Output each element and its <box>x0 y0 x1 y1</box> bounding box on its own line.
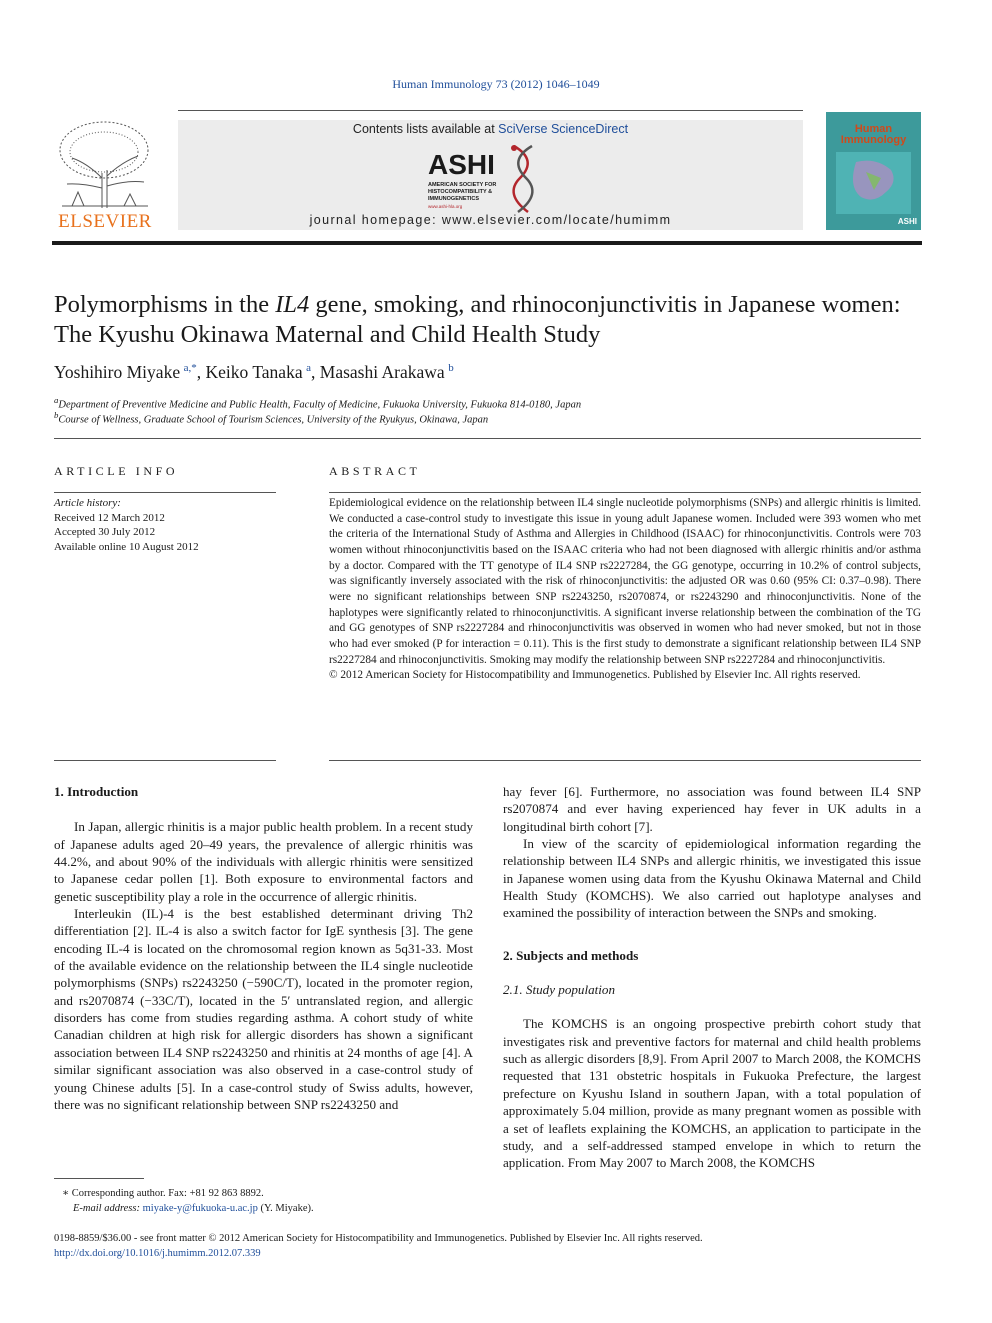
abstract-body <box>329 496 921 684</box>
body-column-2 <box>503 783 921 1172</box>
article-title: Polymorphisms in the IL4 gene, smoking, and rhinoconjunctivitis in Japanese women: The Kyushu Okinawa Maternal and Child Health Study <box>54 291 901 348</box>
affiliation-rule <box>54 438 921 439</box>
abstract-heading: ABSTRACT <box>329 464 421 478</box>
section-2-1-heading: 2.1. Study population <box>503 982 616 998</box>
article-info-bottom-rule <box>54 760 276 761</box>
header-rule <box>178 110 803 111</box>
svg-text:HISTOCOMPATIBILITY &: HISTOCOMPATIBILITY & <box>428 189 493 195</box>
col2-paragraph-0: hay fever [6]. Furthermore, no association was found between IL4 SNP rs2070874 and ever having experienced hay fever in UK adults in a longitudinal birth cohort [7]. <box>503 784 921 834</box>
received-date: Received 12 March 2012 <box>54 511 165 524</box>
history-label: Article history: <box>54 497 121 509</box>
body-column-1 <box>54 783 473 1113</box>
section-1-heading: 1. Introduction <box>54 784 139 799</box>
corresponding-footnote: ∗ Corresponding author. Fax: +81 92 863 8892. E-mail address: miyake-y@fukuoka-u.ac.jp (Y. Miyake). <box>62 1188 314 1214</box>
ashi-url: www.ashi-hla.org <box>428 204 463 209</box>
article-info-heading: ARTICLE INFO <box>54 464 179 478</box>
abstract-bottom-rule <box>329 760 921 761</box>
cover-title-line2: Immunology <box>840 134 907 146</box>
author-list: Yoshihiro Miyake $^{a,*}$, Keiko Tanaka $^a$, Masashi Arakawa $^b$ <box>54 362 454 382</box>
elsevier-wordmark: ELSEVIER <box>58 211 152 232</box>
abstract-text: Epidemiological evidence on the relationship between IL4 single nucleotide polymorphisms (SNPs) and allergic rhinitis is limited. We conducted a case-control study to investigate this issue in young adult Japanese women. Included were 393 women who met the criteria of the International Study of Asthma and Allergies in Childhood (ISAAC) for rhinoconjunctivitis. Controls were 703 women without rhinoconjunctivitis based on the ISAAC criteria who had not been diagnosed with allergic rhinitis and/or asthma by a doctor. Compared with the TT genotype of IL4 SNP rs2227284, the GG genotype, occurring in 10.2% of control subjects, was significantly inversely associated with the risk of rhinoconjunctivitis: the adjusted OR was 0.60 (95% CI: 0.37–0.98). There were no significant relationships between SNP rs2243250, rs2070874, or rs2243290 and rhinoconjunctivitis. None of the haplotypes were significantly related to rhinoconjunctivitis. A significant inverse relationship between the combination of the TG and GG genotypes of SNP rs2227284 and rhinoconjunctivitis was observed in women who had never smoked, but not in those who had ever smoked (P for interaction = 0.11). This is the first study to demonstrate a significant relationship between IL4 SNP rs2227284 and rhinoconjunctivitis. Smoking may modify the relationship between SNP rs2227284 and rhinoconjunctivitis. <box>329 497 921 666</box>
author-affil-sup[interactable]: b <box>448 362 454 375</box>
study-population-paragraph: The KOMCHS is an ongoing prospective prebirth cohort study that investigates risk and preventive factors for maternal and child health problems such as allergic disorders [8,9]. From April 2007 to March 2008, the KOMCHS requested that 131 obstetric hospitals in Fukuoka Prefecture, the largest prefecture on Kyushu Island in southern Japan, with a total population of approximately 5.04 million, provide as many pregnant women as possible with a set of leaflets explaining the KOMCHS, an application to participate in the study, and a self-addressed stamped envelope in which to return the application. From May 2007 to March 2008, the KOMCHS <box>503 1016 921 1171</box>
issn-line: 0198-8859/$36.00 - see front matter © 2012 American Society for Histocompatibility and Immunogenetics. Published by Elsevier Inc. All rights reserved. <box>54 1233 703 1244</box>
journal-reference[interactable]: Human Immunology 73 (2012) 1046–1049 <box>392 77 600 91</box>
svg-text:IMMUNOGENETICS: IMMUNOGENETICS <box>428 196 480 202</box>
article-history <box>54 496 199 554</box>
section-2-heading: 2. Subjects and methods <box>503 947 639 963</box>
online-date: Available online 10 August 2012 <box>54 540 199 553</box>
journal-banner <box>178 120 803 230</box>
article-info-rule <box>54 492 276 493</box>
intro-paragraph-2: Interleukin (IL)-4 is the best established determinant driving Th2 differentiation [2]. IL-4 is also a switch factor for IgE synthesis [3]. The gene encoding IL-4 is located on the chromosomal region known as 5q31-33. Most of the available evidence on the relationship between the IL4 single nucleotide polymorphisms (SNPs) rs2243250 (−590C/T), located in the promoter region, and rs2070874 (−33C/T), located in the 5′ untranslated region, and allergic disorders has come from studies regarding asthma. A cohort study of white Canadian children at high risk for allergic disorders has shown a significant association between IL4 SNP rs2243250 and rhinitis at 24 months of age [4]. A similar significant association was also observed in a case-control study of young Chinese adults [5]. In a case-control study of Swiss adults, however, there was no significant relationship between SNP rs2243250 and <box>54 906 473 1112</box>
author-affil-sup[interactable]: a,* <box>183 362 197 375</box>
cover-map-icon <box>836 152 911 214</box>
author-name: Keiko Tanaka <box>205 362 303 382</box>
svg-text:AMERICAN SOCIETY FOR: AMERICAN SOCIETY FOR <box>428 182 497 188</box>
author-name: Yoshihiro Miyake <box>54 362 181 382</box>
journal-cover[interactable] <box>826 112 921 230</box>
corresponding-author: ∗ Corresponding author. Fax: +81 92 863 8892. <box>62 1188 264 1199</box>
issn-block <box>54 1232 703 1261</box>
cover-title-line1: Human <box>854 123 893 135</box>
header-thick-rule <box>52 241 922 245</box>
elsevier-logo <box>52 118 158 233</box>
journal-homepage[interactable]: journal homepage: www.elsevier.com/locate/humimm <box>309 213 672 227</box>
title-gene: IL4 <box>275 291 310 318</box>
ashi-figure-head <box>511 145 517 151</box>
sciencedirect-link[interactable]: SciVerse ScienceDirect <box>498 122 629 136</box>
email-link[interactable]: miyake-y@fukuoka-u.ac.jp <box>142 1203 258 1214</box>
contents-prefix: Contents lists available at <box>352 122 499 136</box>
affiliation-a: $^a$Department of Preventive Medicine and Public Health, Faculty of Medicine, Fukuoka University, Fukuoka 814-0180, Japan <box>54 395 582 411</box>
elsevier-tree-icon <box>52 118 158 210</box>
intro-paragraph-1: In Japan, allergic rhinitis is a major public health problem. In a recent study of Japanese adults aged 20–49 years, the prevalence of allergic rhinitis was 44.2%, and about 90% of the individuals with allergic rhinitis were sensitized to Japanese cedar pollen [1]. Both exposure to environmental factors and genetic susceptibility play a role in the occurrence of allergic rhinitis. <box>54 819 473 904</box>
ashi-acronym: ASHI <box>428 149 495 180</box>
author-affil-sup[interactable]: a <box>306 362 312 375</box>
affiliation-b: $^b$Course of Wellness, Graduate School of Tourism Sciences, University of the Ryukyus, Okinawa, Japan <box>54 410 489 426</box>
doi-link[interactable]: http://dx.doi.org/10.1016/j.humimm.2012.07.339 <box>54 1247 261 1259</box>
contents-line <box>178 122 803 136</box>
footnote-rule <box>54 1178 144 1179</box>
abstract-copyright: © 2012 American Society for Histocompatibility and Immunogenetics. Published by Elsevier Inc. All rights reserved. <box>329 669 861 682</box>
author-name: Masashi Arakawa <box>319 362 445 382</box>
ashi-logo <box>428 142 554 216</box>
cover-footer: ASHI <box>897 217 917 226</box>
ashi-dna-icon <box>428 142 554 216</box>
abstract-rule <box>329 492 921 493</box>
email-label: E-mail address: <box>73 1203 143 1214</box>
accepted-date: Accepted 30 July 2012 <box>54 526 156 538</box>
col2-paragraph-1: In view of the scarcity of epidemiological information regarding the relationship between IL4 SNPs and allergic rhinitis, we investigated this issue in Japanese women using data from the Kyushu Okinawa Maternal and Child Health Study (KOMCHS). We also carried out haplotype analyses and examined the possibility of interaction between the SNPs and smoking. <box>503 836 921 921</box>
